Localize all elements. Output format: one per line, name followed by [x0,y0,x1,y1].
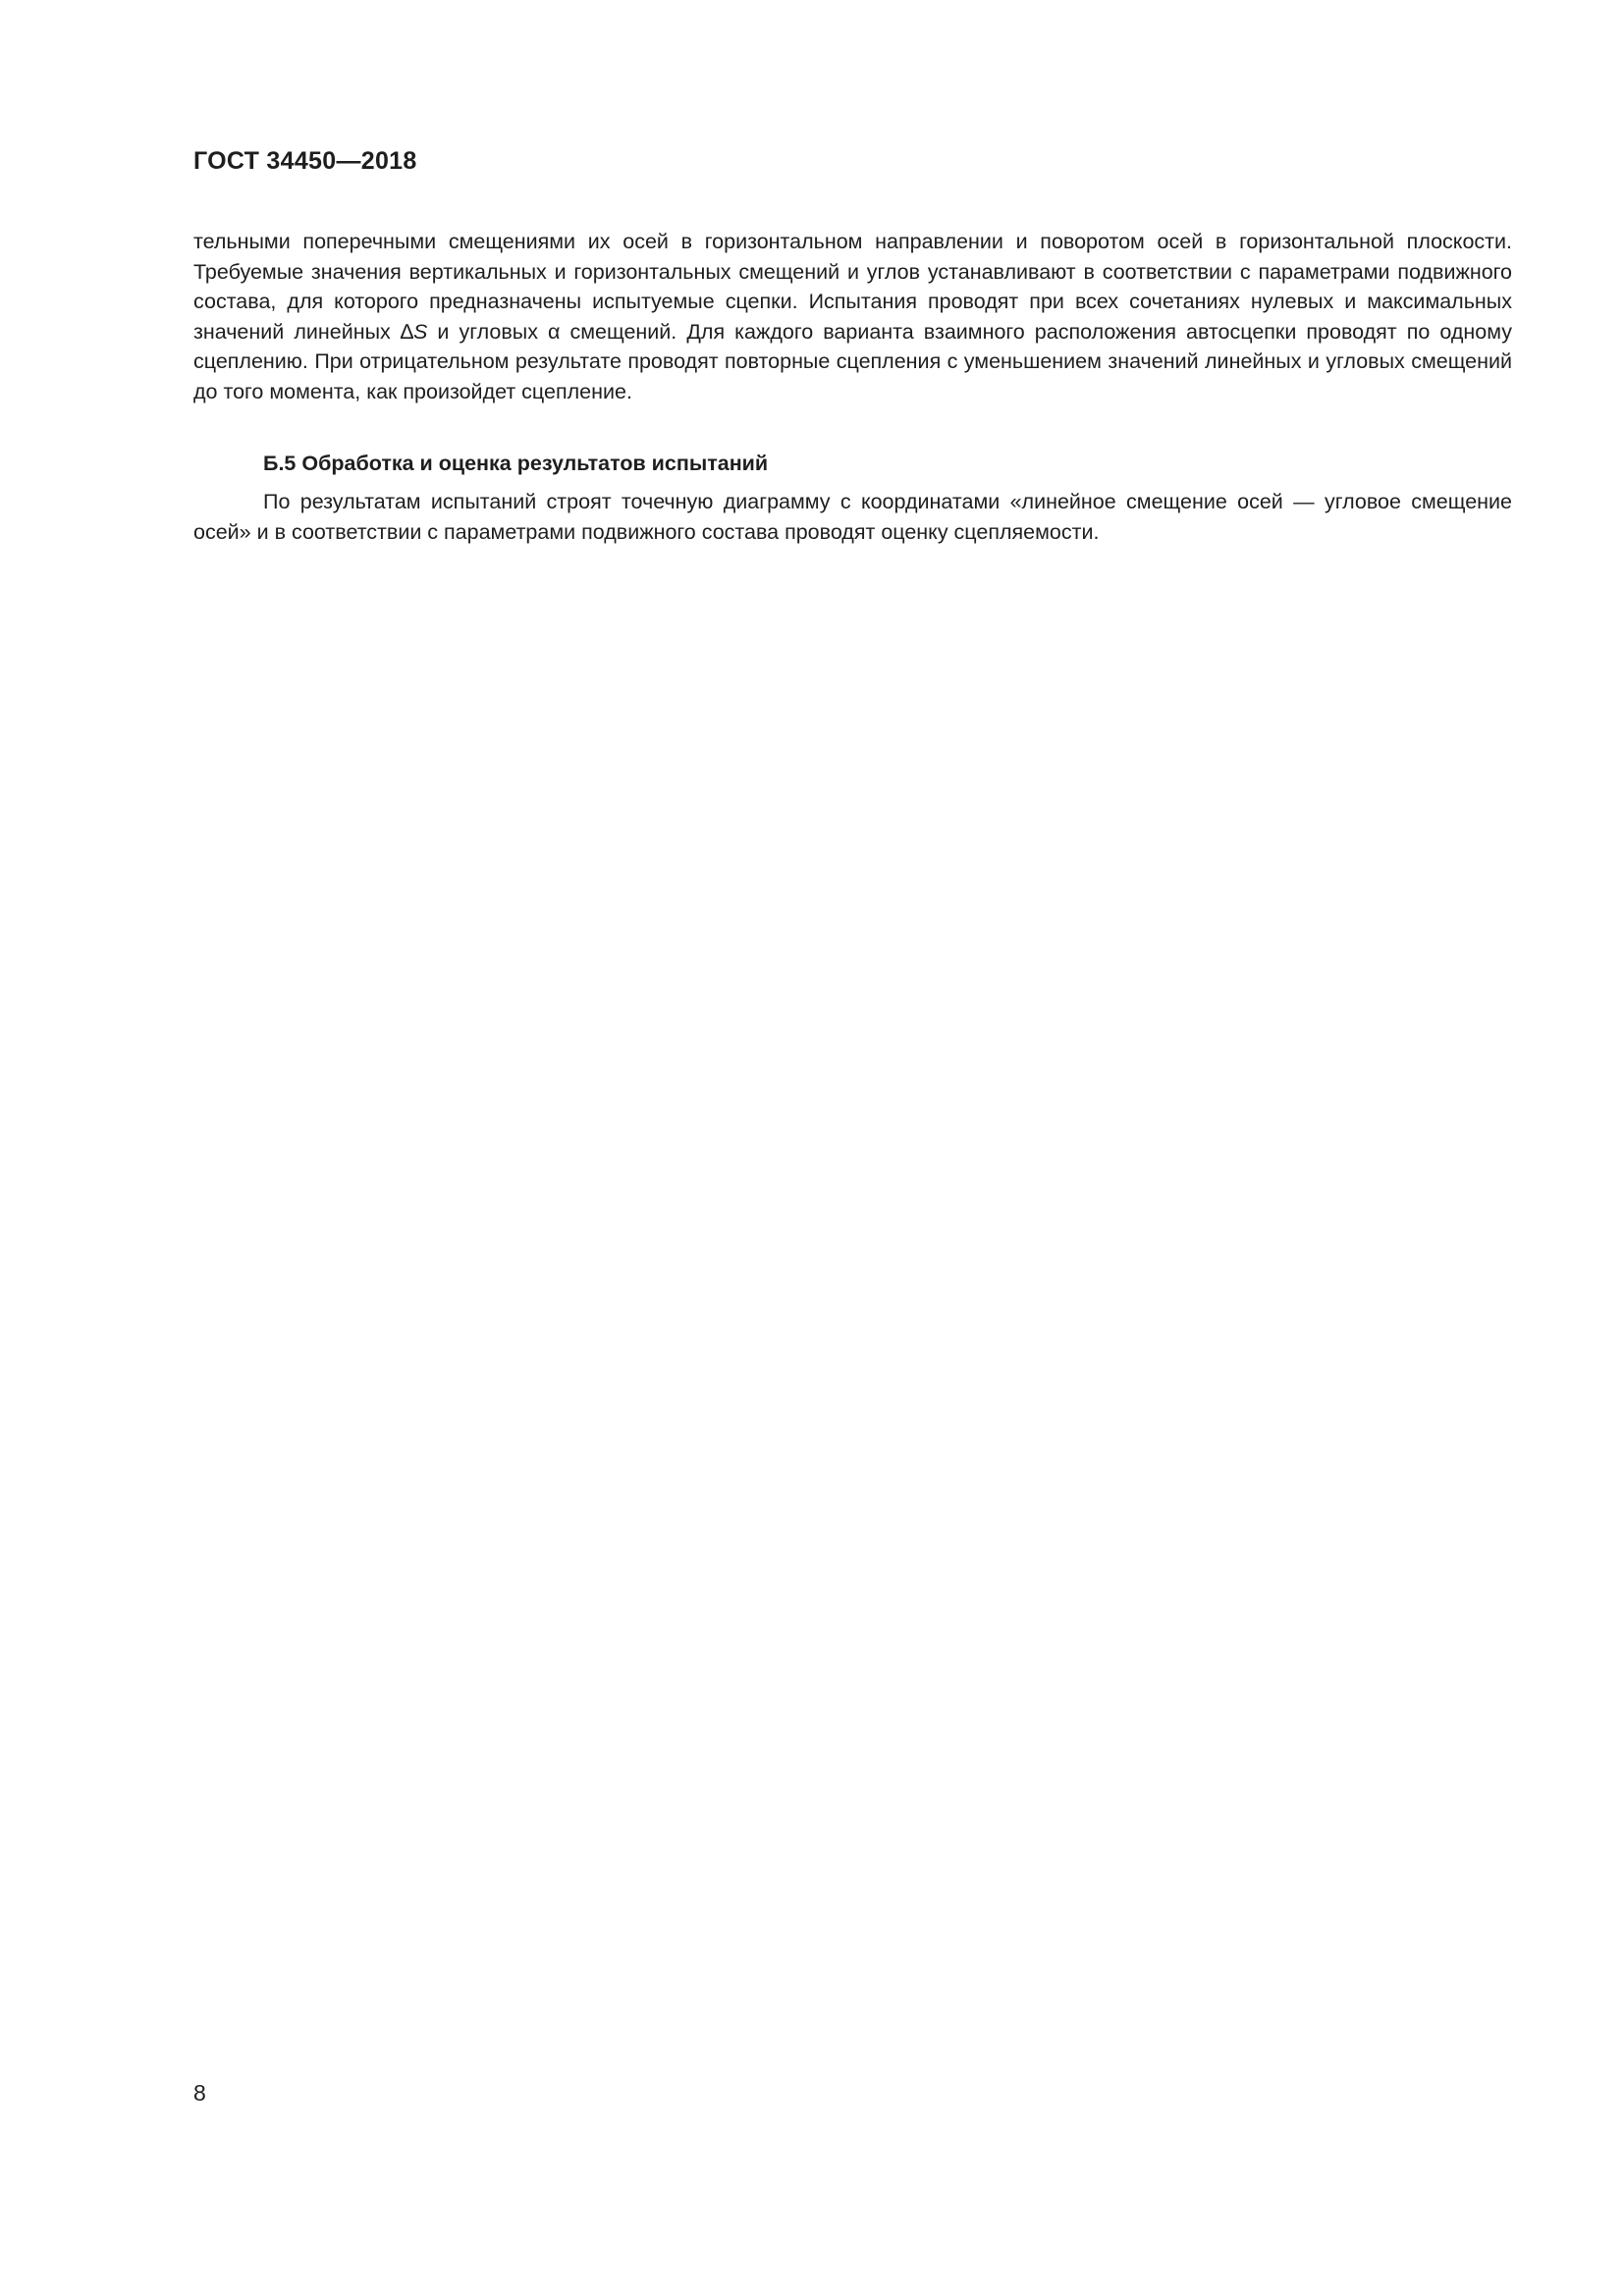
section-heading-b5: Б.5 Обработка и оценка результатов испытаний [263,452,769,475]
s-variable-symbol: S [413,319,428,344]
paragraph-text-part-1: тельными поперечными смещениями их осей в горизонтальном направлении и поворотом осей в горизонтальной плоскости. Требуемые значения вертикальных и горизонтальных смещений и углов устанавливают в соответствии с параметрами подвижного состава, для которого предназначены испытуемые сцепки. Испытания проводят при всех сочетаниях нулевых и максимальных значений линейных [193,230,1512,344]
delta-symbol: ∆ [400,319,414,344]
page-number: 8 [193,2080,206,2106]
paragraph-text-part-2: и угловых α смещений. Для каждого варианта взаимного расположения автосцепки проводят по одному сцеплению. При отрицательном результате проводят повторные сцепления с уменьшением значений линейных и угловых смещений до того момента, как произойдет сцепление. [193,319,1512,403]
document-code-header: ГОСТ 34450—2018 [193,147,417,175]
results-paragraph: По результатам испытаний строят точечную диаграмму с координатами «линейное смещение осей — угловое смещение осей» и в соответствии с параметрами подвижного состава проводят оценку сцепляемости. [193,490,1512,544]
continued-paragraph [193,227,1512,406]
